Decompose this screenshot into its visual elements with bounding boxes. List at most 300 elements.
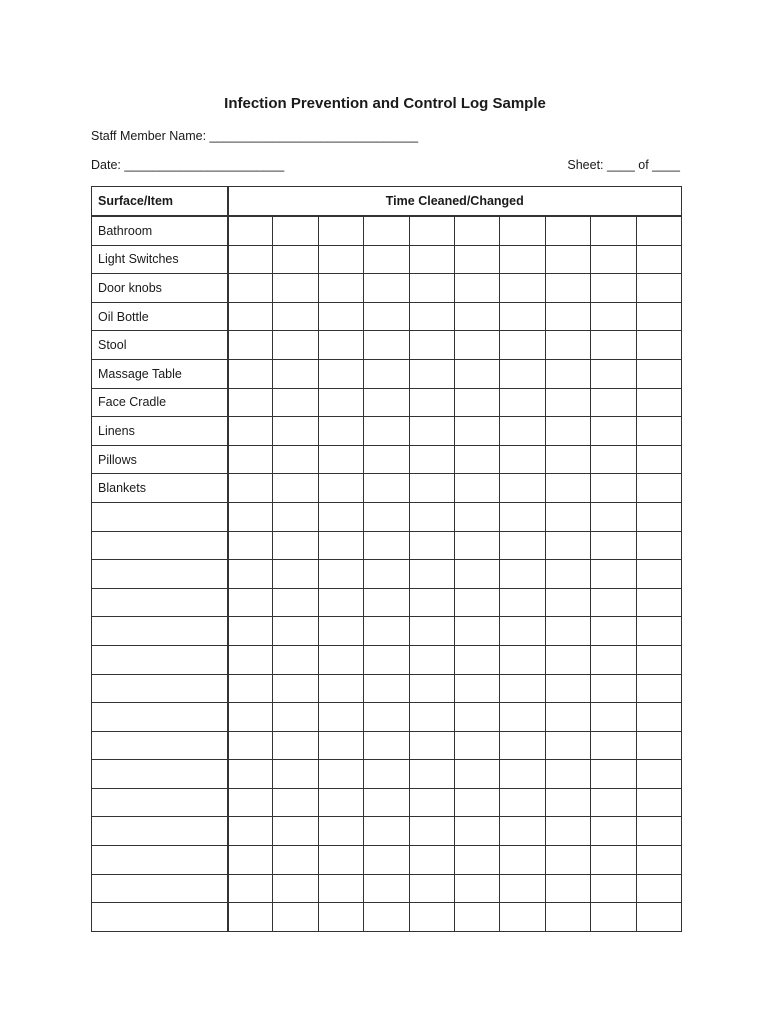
time-cleaned-cell[interactable] [454,703,499,732]
time-cleaned-cell[interactable] [500,531,545,560]
time-cleaned-cell[interactable] [591,703,636,732]
time-cleaned-cell[interactable] [273,674,318,703]
time-cleaned-cell[interactable] [454,274,499,303]
time-cleaned-cell[interactable] [409,445,454,474]
time-cleaned-cell[interactable] [545,445,590,474]
time-cleaned-cell[interactable] [318,417,363,446]
time-cleaned-cell[interactable] [273,788,318,817]
time-cleaned-cell[interactable] [545,359,590,388]
time-cleaned-cell[interactable] [273,731,318,760]
time-cleaned-cell[interactable] [545,388,590,417]
time-cleaned-cell[interactable] [318,216,363,245]
time-cleaned-cell[interactable] [500,274,545,303]
time-cleaned-cell[interactable] [591,302,636,331]
time-cleaned-cell[interactable] [228,216,273,245]
time-cleaned-cell[interactable] [500,359,545,388]
time-cleaned-cell[interactable] [545,216,590,245]
time-cleaned-cell[interactable] [591,216,636,245]
time-cleaned-cell[interactable] [500,216,545,245]
time-cleaned-cell[interactable] [228,703,273,732]
surface-item-cell[interactable] [92,874,228,903]
time-cleaned-cell[interactable] [364,245,409,274]
time-cleaned-cell[interactable] [636,617,682,646]
time-cleaned-cell[interactable] [636,245,682,274]
time-cleaned-cell[interactable] [636,502,682,531]
time-cleaned-cell[interactable] [228,645,273,674]
table-row [92,216,682,245]
time-cleaned-cell[interactable] [318,788,363,817]
time-cleaned-cell[interactable] [500,445,545,474]
time-cleaned-cell[interactable] [273,331,318,360]
time-cleaned-cell[interactable] [454,731,499,760]
time-cleaned-cell[interactable] [318,474,363,503]
time-cleaned-cell[interactable] [636,302,682,331]
table-row [92,331,682,360]
surface-item-cell[interactable] [92,731,228,760]
surface-item-cell[interactable]: Door knobs [92,274,228,303]
time-cleaned-cell[interactable] [500,645,545,674]
time-cleaned-cell[interactable] [318,731,363,760]
time-cleaned-cell[interactable] [545,331,590,360]
time-cleaned-cell[interactable] [636,788,682,817]
surface-item-cell[interactable]: Oil Bottle [92,302,228,331]
time-cleaned-cell[interactable] [545,731,590,760]
time-cleaned-cell[interactable] [636,760,682,789]
time-cleaned-cell[interactable] [636,531,682,560]
time-cleaned-cell[interactable] [273,502,318,531]
time-cleaned-cell[interactable] [409,674,454,703]
surface-item-cell[interactable] [92,617,228,646]
time-cleaned-cell[interactable] [228,331,273,360]
time-cleaned-cell[interactable] [591,474,636,503]
time-cleaned-cell[interactable] [228,417,273,446]
surface-item-cell[interactable]: Pillows [92,445,228,474]
time-cleaned-cell[interactable] [454,588,499,617]
time-cleaned-cell[interactable] [318,645,363,674]
time-cleaned-cell[interactable] [364,588,409,617]
time-cleaned-cell[interactable] [318,874,363,903]
time-cleaned-cell[interactable] [454,417,499,446]
time-cleaned-cell[interactable] [364,531,409,560]
table-row [92,560,682,589]
time-cleaned-cell[interactable] [545,703,590,732]
time-cleaned-cell[interactable] [364,846,409,875]
surface-item-cell[interactable] [92,788,228,817]
time-cleaned-cell[interactable] [591,274,636,303]
time-cleaned-cell[interactable] [318,903,363,932]
surface-item-cell[interactable] [92,502,228,531]
document-title: Infection Prevention and Control Log Sample [224,95,546,112]
time-cleaned-cell[interactable] [364,760,409,789]
surface-item-cell[interactable] [92,674,228,703]
time-cleaned-cell[interactable] [273,445,318,474]
time-cleaned-cell[interactable] [409,245,454,274]
time-cleaned-cell[interactable] [500,502,545,531]
time-cleaned-cell[interactable] [454,903,499,932]
time-cleaned-cell[interactable] [591,760,636,789]
time-cleaned-cell[interactable] [454,760,499,789]
time-cleaned-cell[interactable] [228,588,273,617]
time-cleaned-cell[interactable] [318,274,363,303]
time-cleaned-cell[interactable] [500,245,545,274]
time-cleaned-cell[interactable] [409,874,454,903]
table-row [92,245,682,274]
time-cleaned-cell[interactable] [591,417,636,446]
time-cleaned-cell[interactable] [636,874,682,903]
time-cleaned-cell[interactable] [273,531,318,560]
time-cleaned-cell[interactable] [228,274,273,303]
time-cleaned-cell[interactable] [591,445,636,474]
time-cleaned-cell[interactable] [454,617,499,646]
time-cleaned-cell[interactable] [545,588,590,617]
time-cleaned-cell[interactable] [636,846,682,875]
time-cleaned-cell[interactable] [500,903,545,932]
time-cleaned-cell[interactable] [545,474,590,503]
surface-item-cell[interactable] [92,903,228,932]
table-row [92,846,682,875]
time-cleaned-cell[interactable] [545,645,590,674]
time-cleaned-cell[interactable] [364,331,409,360]
time-cleaned-cell[interactable] [228,617,273,646]
time-cleaned-cell[interactable] [228,445,273,474]
time-cleaned-cell[interactable] [591,331,636,360]
time-cleaned-cell[interactable] [409,703,454,732]
time-cleaned-cell[interactable] [318,703,363,732]
surface-item-cell[interactable] [92,531,228,560]
time-cleaned-cell[interactable] [545,531,590,560]
time-cleaned-cell[interactable] [318,245,363,274]
surface-item-cell[interactable]: Bathroom [92,216,228,245]
time-cleaned-cell[interactable] [409,274,454,303]
time-cleaned-cell[interactable] [409,645,454,674]
time-cleaned-cell[interactable] [591,359,636,388]
surface-item-cell[interactable] [92,560,228,589]
time-cleaned-cell[interactable] [636,359,682,388]
table-row [92,788,682,817]
time-cleaned-cell[interactable] [636,674,682,703]
time-cleaned-cell[interactable] [591,788,636,817]
time-cleaned-cell[interactable] [364,474,409,503]
time-cleaned-cell[interactable] [500,674,545,703]
table-row [92,302,682,331]
time-cleaned-cell[interactable] [545,874,590,903]
table-row [92,359,682,388]
time-cleaned-cell[interactable] [273,388,318,417]
time-cleaned-cell[interactable] [273,703,318,732]
time-cleaned-cell[interactable] [500,703,545,732]
time-cleaned-cell[interactable] [409,474,454,503]
time-cleaned-cell[interactable] [273,245,318,274]
time-cleaned-cell[interactable] [364,359,409,388]
time-cleaned-cell[interactable] [500,302,545,331]
time-cleaned-cell[interactable] [228,874,273,903]
time-cleaned-cell[interactable] [318,359,363,388]
time-cleaned-cell[interactable] [228,674,273,703]
time-cleaned-cell[interactable] [364,417,409,446]
time-cleaned-cell[interactable] [228,903,273,932]
time-cleaned-cell[interactable] [364,302,409,331]
table-row [92,760,682,789]
time-cleaned-cell[interactable] [545,302,590,331]
time-cleaned-cell[interactable] [318,331,363,360]
time-cleaned-cell[interactable] [318,445,363,474]
time-cleaned-cell[interactable] [545,674,590,703]
time-cleaned-cell[interactable] [454,245,499,274]
time-cleaned-cell[interactable] [228,502,273,531]
time-cleaned-cell[interactable] [273,359,318,388]
time-cleaned-cell[interactable] [454,560,499,589]
time-cleaned-cell[interactable] [409,903,454,932]
time-cleaned-cell[interactable] [454,874,499,903]
time-cleaned-cell[interactable] [364,617,409,646]
time-cleaned-cell[interactable] [545,846,590,875]
time-cleaned-cell[interactable] [545,760,590,789]
time-cleaned-cell[interactable] [591,502,636,531]
date-field[interactable]: Date: _______________________ [91,158,285,172]
time-cleaned-cell[interactable] [636,331,682,360]
time-cleaned-cell[interactable] [273,588,318,617]
time-cleaned-cell[interactable] [591,245,636,274]
time-cleaned-cell[interactable] [364,560,409,589]
time-cleaned-cell[interactable] [364,903,409,932]
table-row [92,388,682,417]
time-cleaned-cell[interactable] [409,417,454,446]
surface-item-cell[interactable]: Linens [92,417,228,446]
surface-item-cell[interactable] [92,703,228,732]
time-cleaned-cell[interactable] [273,645,318,674]
time-cleaned-cell[interactable] [364,674,409,703]
time-cleaned-cell[interactable] [273,474,318,503]
time-cleaned-cell[interactable] [636,445,682,474]
time-cleaned-cell[interactable] [409,560,454,589]
table-row [92,874,682,903]
time-cleaned-cell[interactable] [364,502,409,531]
time-cleaned-cell[interactable] [228,302,273,331]
time-cleaned-cell[interactable] [591,645,636,674]
time-cleaned-cell[interactable] [318,388,363,417]
time-cleaned-cell[interactable] [318,502,363,531]
log-body [92,216,682,931]
time-cleaned-cell[interactable] [591,903,636,932]
time-cleaned-cell[interactable] [591,674,636,703]
table-row [92,531,682,560]
time-cleaned-cell[interactable] [228,531,273,560]
time-cleaned-cell[interactable] [500,560,545,589]
surface-item-cell[interactable]: Face Cradle [92,388,228,417]
time-cleaned-cell[interactable] [591,817,636,846]
time-cleaned-cell[interactable] [454,645,499,674]
time-cleaned-cell[interactable] [318,302,363,331]
time-cleaned-cell[interactable] [591,588,636,617]
time-cleaned-cell[interactable] [454,388,499,417]
time-cleaned-cell[interactable] [318,617,363,646]
time-cleaned-cell[interactable] [409,216,454,245]
time-cleaned-cell[interactable] [273,274,318,303]
time-cleaned-cell[interactable] [228,359,273,388]
time-cleaned-cell[interactable] [364,445,409,474]
time-cleaned-cell[interactable] [318,817,363,846]
time-cleaned-cell[interactable] [545,560,590,589]
time-cleaned-cell[interactable] [636,817,682,846]
time-cleaned-cell[interactable] [636,731,682,760]
time-cleaned-cell[interactable] [545,817,590,846]
time-cleaned-cell[interactable] [591,846,636,875]
time-cleaned-cell[interactable] [636,703,682,732]
time-cleaned-cell[interactable] [545,417,590,446]
time-cleaned-cell[interactable] [500,731,545,760]
time-cleaned-cell[interactable] [228,560,273,589]
time-cleaned-cell[interactable] [409,388,454,417]
sheet-number-field[interactable]: Sheet: ____ of ____ [567,158,680,172]
time-cleaned-cell[interactable] [545,502,590,531]
time-cleaned-cell[interactable] [273,874,318,903]
time-cleaned-cell[interactable] [500,474,545,503]
time-cleaned-cell[interactable] [409,817,454,846]
time-cleaned-cell[interactable] [500,388,545,417]
time-cleaned-cell[interactable] [500,846,545,875]
time-cleaned-cell[interactable] [228,474,273,503]
surface-item-cell[interactable] [92,760,228,789]
table-row [92,588,682,617]
time-cleaned-cell[interactable] [364,388,409,417]
time-cleaned-cell[interactable] [545,903,590,932]
time-cleaned-cell[interactable] [318,560,363,589]
time-cleaned-cell[interactable] [273,760,318,789]
time-cleaned-cell[interactable] [409,302,454,331]
surface-item-cell[interactable] [92,817,228,846]
time-cleaned-cell[interactable] [409,531,454,560]
time-cleaned-cell[interactable] [500,331,545,360]
time-cleaned-cell[interactable] [454,302,499,331]
time-cleaned-cell[interactable] [364,216,409,245]
time-cleaned-cell[interactable] [500,788,545,817]
time-cleaned-cell[interactable] [636,645,682,674]
time-cleaned-cell[interactable] [591,531,636,560]
time-cleaned-cell[interactable] [591,560,636,589]
time-cleaned-cell[interactable] [318,674,363,703]
time-cleaned-cell[interactable] [545,274,590,303]
time-cleaned-cell[interactable] [591,617,636,646]
time-cleaned-cell[interactable] [273,903,318,932]
time-cleaned-cell[interactable] [545,245,590,274]
time-cleaned-cell[interactable] [409,617,454,646]
time-cleaned-cell[interactable] [228,817,273,846]
time-cleaned-cell[interactable] [318,846,363,875]
time-cleaned-cell[interactable] [500,588,545,617]
time-cleaned-cell[interactable] [636,417,682,446]
time-cleaned-cell[interactable] [409,788,454,817]
staff-member-name-field[interactable]: Staff Member Name: ______________________________ [91,129,419,143]
time-cleaned-cell[interactable] [591,388,636,417]
time-cleaned-cell[interactable] [228,245,273,274]
surface-item-cell[interactable] [92,588,228,617]
time-cleaned-cell[interactable] [454,846,499,875]
surface-item-cell[interactable]: Massage Table [92,359,228,388]
time-cleaned-cell[interactable] [409,731,454,760]
time-cleaned-cell[interactable] [500,760,545,789]
time-cleaned-cell[interactable] [364,703,409,732]
time-cleaned-cell[interactable] [454,502,499,531]
time-cleaned-cell[interactable] [273,846,318,875]
surface-item-cell[interactable] [92,645,228,674]
time-cleaned-cell[interactable] [500,874,545,903]
time-cleaned-cell[interactable] [591,731,636,760]
time-cleaned-cell[interactable] [454,474,499,503]
surface-item-cell[interactable]: Light Switches [92,245,228,274]
time-cleaned-cell[interactable] [454,788,499,817]
table-row [92,474,682,503]
time-cleaned-cell[interactable] [273,817,318,846]
time-cleaned-cell[interactable] [364,874,409,903]
time-cleaned-cell[interactable] [500,417,545,446]
time-cleaned-cell[interactable] [228,846,273,875]
time-cleaned-cell[interactable] [454,359,499,388]
surface-item-cell[interactable]: Blankets [92,474,228,503]
time-cleaned-cell[interactable] [454,531,499,560]
time-cleaned-cell[interactable] [409,359,454,388]
time-cleaned-cell[interactable] [409,588,454,617]
time-cleaned-cell[interactable] [409,846,454,875]
time-cleaned-cell[interactable] [545,617,590,646]
time-cleaned-cell[interactable] [273,302,318,331]
time-cleaned-cell[interactable] [454,817,499,846]
time-cleaned-cell[interactable] [228,788,273,817]
time-cleaned-cell[interactable] [636,588,682,617]
time-cleaned-cell[interactable] [228,388,273,417]
time-cleaned-cell[interactable] [273,417,318,446]
time-cleaned-cell[interactable] [273,560,318,589]
time-cleaned-cell[interactable] [500,817,545,846]
time-cleaned-cell[interactable] [636,216,682,245]
time-cleaned-cell[interactable] [364,817,409,846]
time-cleaned-cell[interactable] [318,588,363,617]
time-cleaned-cell[interactable] [409,502,454,531]
table-row [92,674,682,703]
time-cleaned-cell[interactable] [500,617,545,646]
table-row [92,617,682,646]
time-cleaned-cell[interactable] [454,216,499,245]
time-cleaned-cell[interactable] [318,531,363,560]
time-cleaned-cell[interactable] [636,560,682,589]
surface-item-cell[interactable]: Stool [92,331,228,360]
time-cleaned-cell[interactable] [454,674,499,703]
table-row [92,502,682,531]
time-cleaned-cell[interactable] [273,216,318,245]
time-cleaned-cell[interactable] [636,388,682,417]
table-row [92,274,682,303]
time-cleaned-cell[interactable] [454,331,499,360]
time-cleaned-cell[interactable] [364,788,409,817]
time-cleaned-cell[interactable] [409,760,454,789]
time-cleaned-header: Time Cleaned/Changed [228,187,682,217]
time-cleaned-cell[interactable] [364,731,409,760]
surface-item-cell[interactable] [92,846,228,875]
time-cleaned-cell[interactable] [454,445,499,474]
time-cleaned-cell[interactable] [636,903,682,932]
time-cleaned-cell[interactable] [545,788,590,817]
time-cleaned-cell[interactable] [591,874,636,903]
time-cleaned-cell[interactable] [636,474,682,503]
time-cleaned-cell[interactable] [273,617,318,646]
time-cleaned-cell[interactable] [228,731,273,760]
time-cleaned-cell[interactable] [228,760,273,789]
cleaning-log-table [91,186,682,932]
time-cleaned-cell[interactable] [364,274,409,303]
time-cleaned-cell[interactable] [636,274,682,303]
time-cleaned-cell[interactable] [318,760,363,789]
time-cleaned-cell[interactable] [364,645,409,674]
time-cleaned-cell[interactable] [409,331,454,360]
